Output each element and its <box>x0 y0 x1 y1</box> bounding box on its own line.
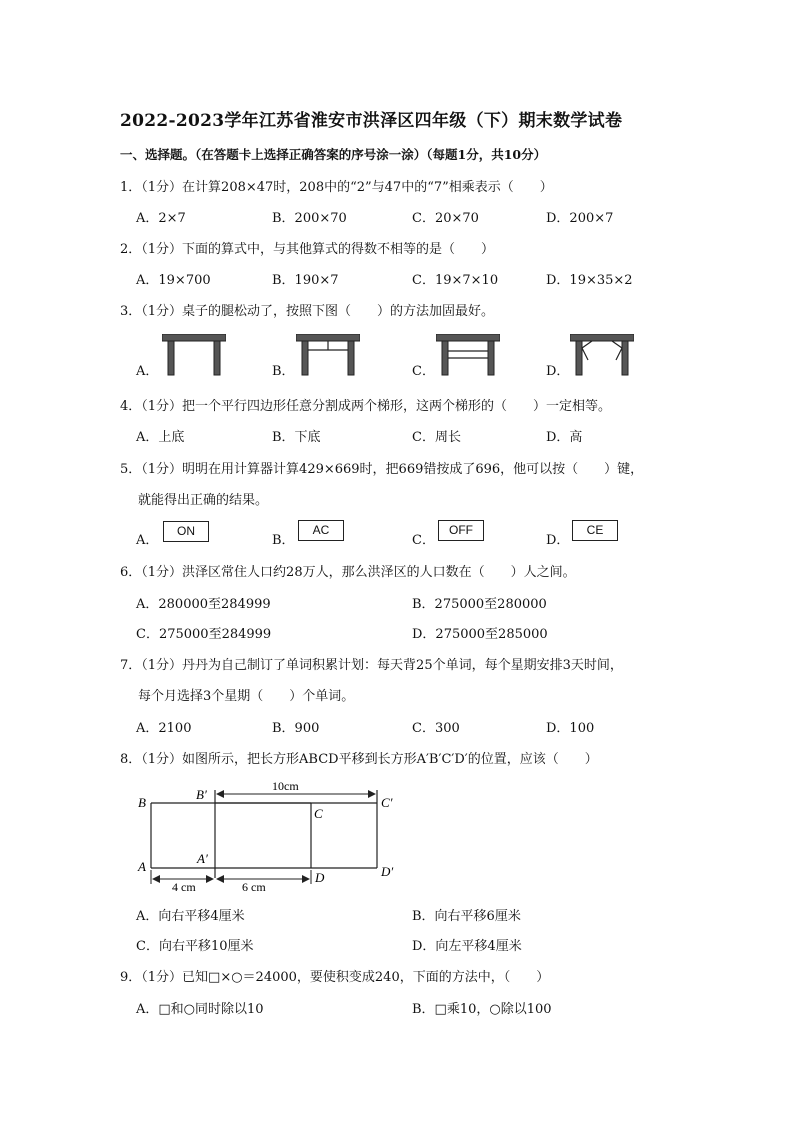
table-figure-b <box>296 334 360 376</box>
q3-option-a[interactable]: A． <box>136 364 159 379</box>
q5-option-b[interactable]: B． <box>272 533 295 548</box>
q4-option-a[interactable]: A．上底 <box>136 430 185 445</box>
q1-option-d[interactable]: D．200×7 <box>546 211 614 226</box>
q5-option-c[interactable]: C． <box>412 533 435 548</box>
q8-option-a[interactable]: A．向右平移4厘米 <box>136 909 245 924</box>
q1-option-a[interactable]: A．2×7 <box>136 211 186 226</box>
question-2: 2．（1分）下面的算式中，与其他算式的得数不相等的是（ ） <box>120 242 495 257</box>
q1-option-b[interactable]: B．200×70 <box>272 211 347 226</box>
question-5-line-2: 就能得出正确的结果。 <box>138 493 269 508</box>
exam-title: 2022-2023学年江苏省淮安市洪泽区四年级（下）期末数学试卷 <box>120 111 623 131</box>
q6-option-d[interactable]: D．275000至285000 <box>412 627 548 642</box>
key-ce-button: CE <box>572 520 618 541</box>
q2-option-d[interactable]: D．19×35×2 <box>546 273 633 288</box>
q4-option-b[interactable]: B．下底 <box>272 430 321 445</box>
question-7-line-2: 每个月选择3个星期（ ）个单词。 <box>138 689 355 704</box>
key-off-button: OFF <box>438 520 484 541</box>
question-5-line-1: 5．（1分）明明在用计算器计算429×669时，把669错按成了696，他可以按（ ）键， <box>120 462 644 477</box>
q4-option-d[interactable]: D．高 <box>546 430 583 445</box>
dimension-top: 10cm <box>272 779 299 793</box>
label-d: D <box>315 870 325 885</box>
q7-option-a[interactable]: A．2100 <box>136 721 192 736</box>
q6-option-a[interactable]: A．280000至284999 <box>136 597 271 612</box>
q2-option-a[interactable]: A．19×700 <box>136 273 211 288</box>
question-7-line-1: 7．（1分）丹丹为自己制订了单词积累计划：每天背25个单词，每个星期安排3天时间， <box>120 658 623 673</box>
q7-option-b[interactable]: B．900 <box>272 721 320 736</box>
key-on-button: ON <box>163 521 209 542</box>
q4-option-c[interactable]: C．周长 <box>412 430 461 445</box>
q3-option-b[interactable]: B． <box>272 364 295 379</box>
key-ac-button: AC <box>298 520 344 541</box>
q7-option-d[interactable]: D．100 <box>546 721 595 736</box>
question-3: 3．（1分）桌子的腿松动了，按照下图（ ）的方法加固最好。 <box>120 304 495 319</box>
label-c: C <box>314 806 323 821</box>
dimension-mid: 6 cm <box>242 880 266 894</box>
q7-option-c[interactable]: C．300 <box>412 721 460 736</box>
table-figure-a <box>162 334 226 376</box>
q2-option-b[interactable]: B．190×7 <box>272 273 339 288</box>
question-4: 4．（1分）把一个平行四边形任意分割成两个梯形，这两个梯形的（ ）一定相等。 <box>120 399 612 414</box>
table-figure-c <box>436 334 500 376</box>
translation-figure <box>130 772 410 894</box>
section-header: 一、选择题。（在答题卡上选择正确答案的序号涂一涂）（每题1分，共10分） <box>120 147 547 162</box>
label-a: A <box>138 859 146 874</box>
q9-option-a[interactable]: A．□和○同时除以10 <box>136 1002 264 1017</box>
label-a-prime: A′ <box>197 851 208 866</box>
question-8: 8．（1分）如图所示，把长方形ABCD平移到长方形A′B′C′D′的位置，应该（ ） <box>120 752 598 767</box>
dimension-left: 4 cm <box>172 880 196 894</box>
q8-option-c[interactable]: C．向右平移10厘米 <box>136 939 254 954</box>
q6-option-b[interactable]: B．275000至280000 <box>412 597 547 612</box>
q5-option-d[interactable]: D． <box>546 533 570 548</box>
q3-option-c[interactable]: C． <box>412 364 435 379</box>
q8-option-d[interactable]: D．向左平移4厘米 <box>412 939 522 954</box>
q6-option-c[interactable]: C．275000至284999 <box>136 627 272 642</box>
q9-option-b[interactable]: B．□乘10，○除以100 <box>412 1002 552 1017</box>
table-figure-d <box>570 334 634 376</box>
question-1: 1．（1分）在计算208×47时，208中的“2”与47中的“7”相乘表示（ ） <box>120 180 553 195</box>
q8-option-b[interactable]: B．向右平移6厘米 <box>412 909 521 924</box>
q3-option-d[interactable]: D． <box>546 364 570 379</box>
question-6: 6．（1分）洪泽区常住人口约28万人，那么洪泽区的人口数在（ ）人之间。 <box>120 565 576 580</box>
q5-option-a[interactable]: A． <box>136 533 159 548</box>
q1-option-c[interactable]: C．20×70 <box>412 211 479 226</box>
label-b-prime: B′ <box>196 787 207 802</box>
question-9: 9．（1分）已知□×○＝24000，要使积变成240，下面的方法中，（ ） <box>120 970 550 985</box>
label-c-prime: C′ <box>381 795 393 810</box>
q2-option-c[interactable]: C．19×7×10 <box>412 273 499 288</box>
label-b: B <box>138 795 146 810</box>
label-d-prime: D′ <box>381 864 394 879</box>
